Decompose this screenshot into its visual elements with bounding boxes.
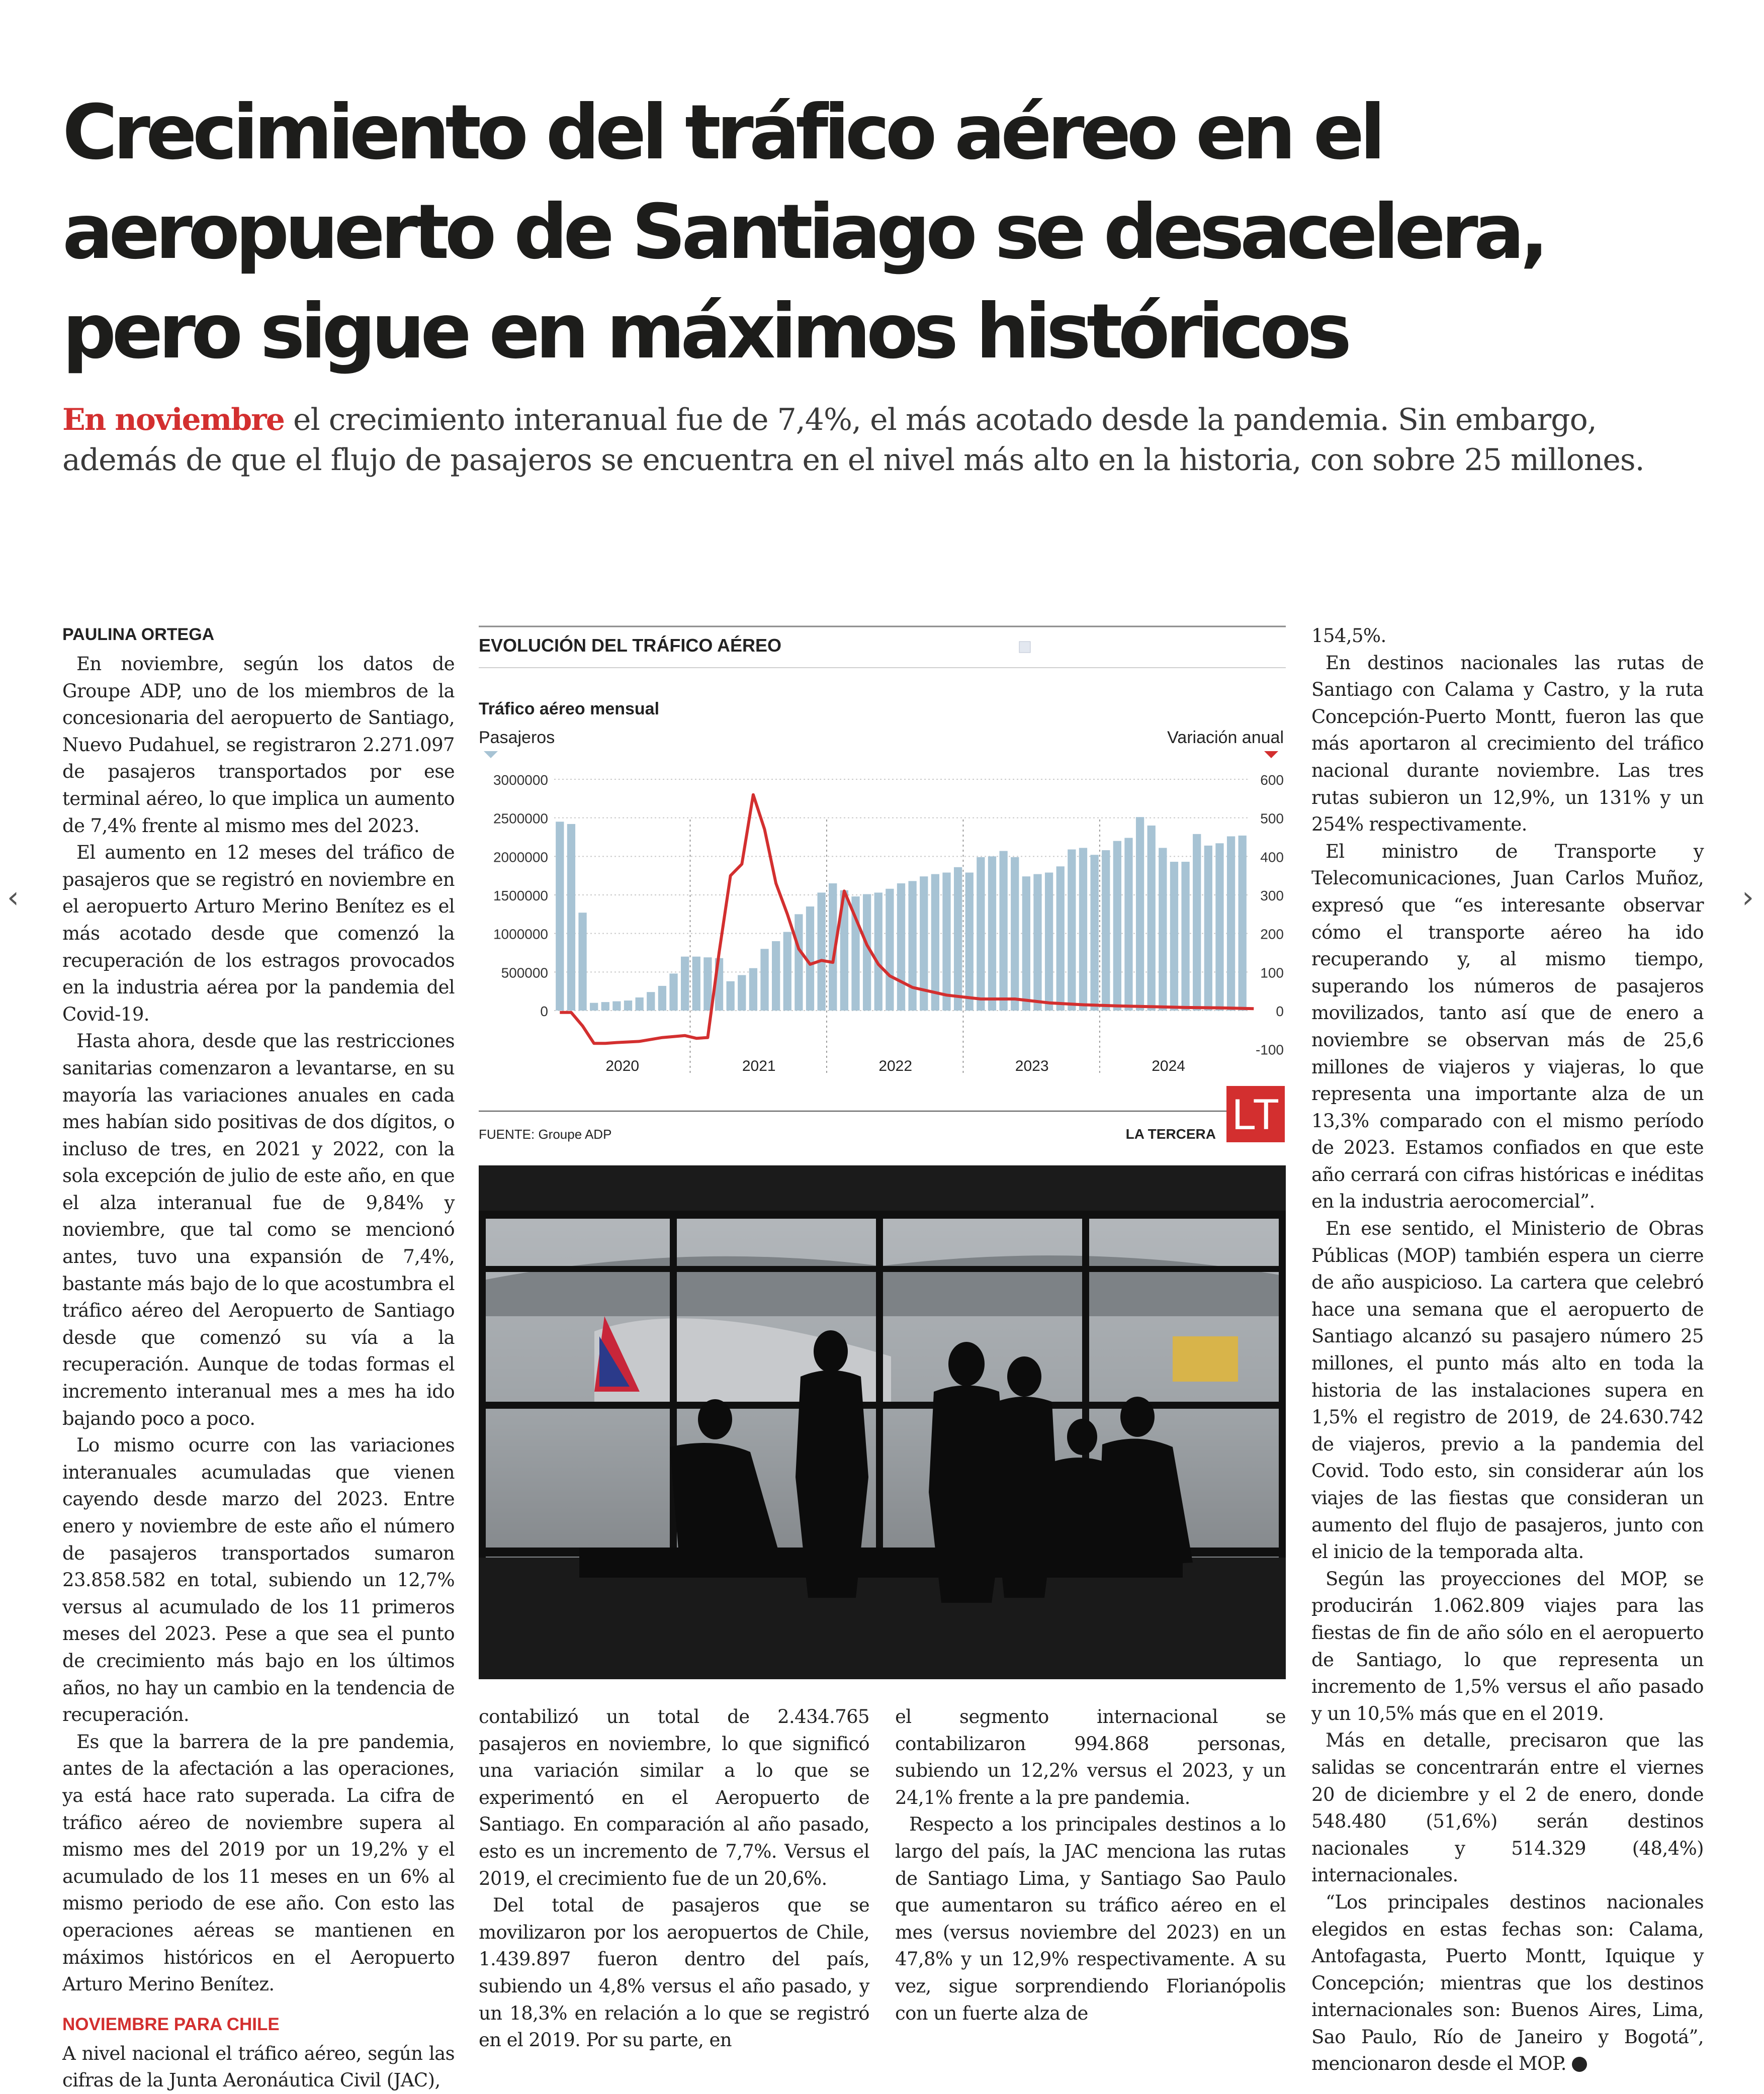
passenger-bar	[886, 889, 894, 1011]
passenger-bar	[942, 873, 950, 1011]
headline-line-2: aeropuerto de Santiago se desacelera,	[62, 189, 1545, 276]
passenger-bar	[624, 1000, 632, 1011]
passenger-bar	[988, 856, 996, 1011]
right-tick-label: 300	[1260, 888, 1284, 903]
passenger-bar	[772, 941, 780, 1011]
passenger-bar	[727, 981, 735, 1011]
paragraph: En ese sentido, el Ministerio de Obras Públicas (MOP) también espera un cierre de año auspicioso. La cartera que celebró hace una semana que el aeropuerto de Santiago alcanzó su pasajero número 25 millones, el punto más alto en toda la historia de las instalaciones supera en 1,5% el registro de 2019, de 24.630.742 de viajeros, previo a la pandemia del Covid. Todo esto, sin considerar aún los viajes de las fiestas que consideran un aumento del flujo de pasajeros, junto con el inicio de la temporada alta.	[1311, 1218, 1704, 1563]
passenger-bar	[977, 857, 985, 1011]
lead-line-1	[62, 400, 1702, 440]
passenger-bar	[1033, 874, 1041, 1011]
article-column-3	[895, 1703, 1286, 2027]
end-mark-icon	[1572, 2057, 1587, 2072]
passenger-bar	[1124, 838, 1132, 1011]
passenger-bar	[1090, 855, 1098, 1011]
headline	[62, 83, 1697, 382]
passenger-bar	[1170, 862, 1178, 1011]
x-tick-label: 2021	[742, 1058, 776, 1074]
x-tick-label: 2024	[1152, 1058, 1186, 1074]
paragraph: Respecto a los principales destinos a lo largo del país, la JAC menciona las rutas de Santiago Lima, y Santiago Sao Paulo que aumentaron su tráfico aéreo en el mes (versus noviembre del 2023) en un 47,8% y un 12,9% respectivamente. A su vez, sigue sorprendiendo Florianópolis con un fuerte alza de	[895, 1813, 1286, 2024]
passenger-bar	[1011, 857, 1019, 1011]
passenger-bar	[612, 1002, 621, 1011]
paragraph: Es que la barrera de la pre pandemia, antes de la afectación a las operaciones, ya está hace rato superada. La cifra de tráfico aéreo de noviembre supera al mismo mes del 2019 por un 19,2% y el acumulado de los 11 meses en un 6% al mismo periodo de ese año. Con esto las operaciones aéreas se mantienen en máximos históricos en el Aeropuerto Arturo Merino Benítez.	[62, 1731, 455, 1995]
lt-logo-text: LT	[1232, 1090, 1279, 1139]
passenger-bar	[1215, 843, 1223, 1011]
paragraph: contabilizó un total de 2.434.765 pasajeros en noviembre, lo que significó una variación similar a lo que se experimentó en el Aeropuerto de Santiago. En comparación al año pasado, esto es un incremento de 7,7%. Versus el 2019, el crecimiento fue de un 20,6%.	[479, 1706, 869, 1889]
headline-line-3: pero sigue en máximos históricos	[62, 288, 1348, 376]
paragraph: A nivel nacional el tráfico aéreo, según las cifras de la Junta Aeronáutica Civil (JAC),	[62, 2042, 455, 2091]
paragraph: Hasta ahora, desde que las restricciones sanitarias comenzaron a levantarse, en su mayoría las variaciones anuales en cada mes habían sido positivas de dos dígitos, o incluso de tres, en 2021 y 2022, con la sola excepción de julio de este año, en que el alza interanual fue de 9,84% y noviembre, que tal como se mencionó antes, tuvo una expansión de 7,4%, bastante más bajo de lo que acostumbra el tráfico aéreo del Aeropuerto de Santiago desde que comenzó su vía a la recuperación. Aunque de todas formas el incremento interanual mes a mes ha ido bajando poco a poco.	[62, 1030, 455, 1429]
paragraph: En destinos nacionales las rutas de Santiago con Calama y Castro, y la ruta Concepción-Puerto Montt, fueron las que más aportaron al crecimiento del tráfico nacional durante noviembre. Las tres rutas subieron un 12,9%, un 131% y un 254% respectivamente.	[1311, 652, 1704, 836]
right-tick-label: 0	[1276, 1004, 1284, 1019]
left-tick-label: 3000000	[493, 772, 548, 788]
passenger-bar	[1181, 862, 1189, 1011]
traffic-chart	[479, 623, 1286, 1151]
passenger-bar	[1068, 850, 1076, 1011]
passenger-bar	[965, 873, 974, 1011]
chart-box-title: EVOLUCIÓN DEL TRÁFICO AÉREO	[479, 635, 782, 656]
paragraph: 154,5%.	[1311, 625, 1386, 647]
passenger-bar	[897, 883, 905, 1011]
passenger-bar	[669, 973, 677, 1011]
passenger-bar	[1045, 873, 1053, 1011]
paragraph: Lo mismo ocurre con las variaciones interanuales acumuladas que vienen cayendo desde marzo del 2023. Entre enero y noviembre de este año el número de pasajeros transportados sumaron 23.858.582 en total, subiendo un 12,7% versus al acumulado de los 11 primeros meses del 2023. Pese a que sea el punto de crecimiento más bajo en los últimos años, no hay un cambio en la tendencia de recuperación.	[62, 1434, 455, 1726]
passenger-bar	[578, 913, 586, 1011]
passenger-bar	[817, 892, 825, 1011]
paragraph: El aumento en 12 meses del tráfico de pasajeros que se registró en noviembre en el aeropuerto Arturo Merino Benítez es el más acotado desde que comenzó la recuperación de los estragos provocados en la industria aérea por la pandemia del Covid-19.	[62, 842, 455, 1025]
right-axis-label: Variación anual	[1167, 728, 1284, 747]
subheading: NOVIEMBRE PARA CHILE	[62, 2014, 280, 2034]
passenger-bar	[908, 881, 916, 1011]
x-tick-label: 2022	[878, 1058, 913, 1074]
paragraph: el segmento internacional se contabilizaron 994.868 personas, subiendo un 12,2% versus el 2023, y un 24,1% frente a la pre pandemia.	[895, 1706, 1286, 1808]
passenger-bar	[783, 932, 791, 1011]
paragraph: El ministro de Transporte y Telecomunicaciones, Juan Carlos Muñoz, expresó que “es interesante observar cómo el transporte aéreo ha ido recuperando y, al mismo tiempo, superando los números de pasajeros movilizados, tanto así que de enero a noviembre se observan más de 25,6 millones de viajeros y viajeras, lo que representa una importante alza de un 13,3% comparado con el mismo período de 2023. Estamos confiados en que este año cerrará con cifras históricas e inéditas en la industria aerocomercial”.	[1311, 840, 1704, 1213]
right-tick-label: 500	[1260, 810, 1284, 827]
passenger-bar	[556, 822, 564, 1011]
passenger-bar	[749, 968, 757, 1011]
passenger-bar	[760, 949, 768, 1011]
right-axis-marker-icon	[1264, 751, 1278, 758]
passenger-bar	[1102, 850, 1110, 1011]
lead-line-2: además de que el flujo de pasajeros se encuentra en el nivel más alto en la historia, con sobre 25 millones.	[62, 442, 1644, 478]
passenger-bar	[1148, 826, 1156, 1011]
byline: PAULINA ORTEGA	[62, 625, 215, 644]
left-tick-label: 1000000	[493, 926, 548, 942]
right-tick-label: -100	[1255, 1042, 1284, 1058]
passenger-bar	[1159, 848, 1167, 1011]
article-column-1	[62, 622, 455, 2094]
headline-line-1: Crecimiento del tráfico aéreo en el	[62, 89, 1381, 176]
prev-page-icon[interactable]: ‹	[7, 880, 19, 915]
passenger-bar	[647, 992, 655, 1011]
passenger-bar	[658, 986, 666, 1011]
passenger-bar	[692, 957, 700, 1011]
passenger-bar	[590, 1003, 598, 1011]
lead-highlight: En noviembre	[62, 402, 284, 437]
airport-photo-illustration	[479, 1165, 1286, 1679]
left-tick-label: 0	[540, 1004, 548, 1019]
x-tick-label: 2020	[605, 1058, 640, 1074]
paragraph	[1311, 1889, 1704, 2077]
right-tick-label: 100	[1260, 965, 1284, 981]
chart-title: Tráfico aéreo mensual	[479, 699, 660, 718]
lead-line-1-rest: el crecimiento interanual fue de 7,4%, el más acotado desde la pandemia. Sin embargo,	[284, 402, 1597, 437]
passenger-bar	[1136, 817, 1144, 1011]
next-page-icon[interactable]: ›	[1742, 880, 1754, 915]
passenger-bar	[601, 1002, 609, 1011]
passenger-bar	[567, 824, 575, 1011]
right-tick-label: 400	[1260, 849, 1284, 865]
passenger-bar	[1113, 841, 1121, 1011]
passenger-bar	[1204, 846, 1212, 1011]
chart-expand-icon[interactable]	[1019, 642, 1030, 653]
left-tick-label: 500000	[501, 965, 548, 981]
passenger-bar	[1079, 848, 1087, 1011]
passenger-bar	[1022, 876, 1030, 1011]
passenger-bar	[738, 975, 746, 1011]
article-column-4	[1311, 622, 1704, 2077]
passenger-bar	[703, 957, 712, 1011]
paragraph: Del total de pasajeros que se movilizaron por los aeropuertos de Chile, 1.439.897 fueron dentro del país, subiendo un 4,8% versus el año pasado, y un 18,3% en relación a lo que se registró en el 2019. Por su parte, en	[479, 1894, 869, 2051]
passenger-bar	[999, 851, 1007, 1011]
passenger-bar	[681, 957, 689, 1011]
right-tick-label: 200	[1260, 926, 1284, 942]
left-axis-marker-icon	[484, 751, 498, 758]
paragraph: Más en detalle, precisaron que las salidas se concentrarán entre el viernes 20 de diciembre y el 2 de enero, donde 548.480 (51,6%) serán destinos nacionales y 514.329 (48,4%) internacionales.	[1311, 1729, 1704, 1886]
traffic-chart-box	[479, 623, 1286, 1151]
passenger-bar	[636, 997, 644, 1011]
passenger-bar	[1056, 866, 1065, 1011]
left-tick-label: 2500000	[493, 810, 548, 827]
passenger-bar	[1239, 836, 1247, 1011]
passenger-bar	[795, 914, 803, 1011]
left-tick-label: 2000000	[493, 849, 548, 865]
passenger-bar	[1227, 836, 1235, 1011]
left-axis-label: Pasajeros	[479, 728, 555, 747]
chart-source: FUENTE: Groupe ADP	[479, 1127, 612, 1142]
x-tick-label: 2023	[1015, 1058, 1049, 1074]
lead-paragraph	[62, 400, 1702, 480]
photo-ceiling	[479, 1165, 1286, 1211]
passenger-bar	[874, 892, 883, 1011]
right-tick-label: 600	[1260, 772, 1284, 788]
passenger-bar	[1193, 834, 1201, 1011]
airport-photo	[479, 1165, 1286, 1679]
paragraph-text: “Los principales destinos nacionales elegidos en estas fechas son: Calama, Antofagasta, Puerto Montt, Iquique y Concepción; mientras que los destinos internacionales son: Buenos Aires, Lima, Sao Paulo, Río de Janeiro y Bogotá”, mencionaron desde el MOP.	[1311, 1891, 1704, 2075]
passenger-bar	[954, 867, 962, 1011]
passenger-bar	[931, 874, 939, 1011]
article-column-2	[479, 1703, 869, 2054]
left-tick-label: 1500000	[493, 888, 548, 903]
photo-gate-sign	[1173, 1336, 1238, 1382]
chart-credit: LA TERCERA	[1125, 1126, 1216, 1142]
paragraph: Según las proyecciones del MOP, se producirán 1.062.809 viajes para las fiestas de fin de año sólo en el aeropuerto de Santiago, lo que representa un incremento de 1,5% versus el año pasado y un 10,5% más que en el 2019.	[1311, 1568, 1704, 1724]
paragraph: En noviembre, según los datos de Groupe ADP, uno de los miembros de la concesionaria del aeropuerto de Santiago, Nuevo Pudahuel, se registraron 2.271.097 de pasajeros transportados por ese terminal aéreo, lo que implica un aumento de 7,4% frente al mismo mes del 2023.	[62, 653, 455, 837]
